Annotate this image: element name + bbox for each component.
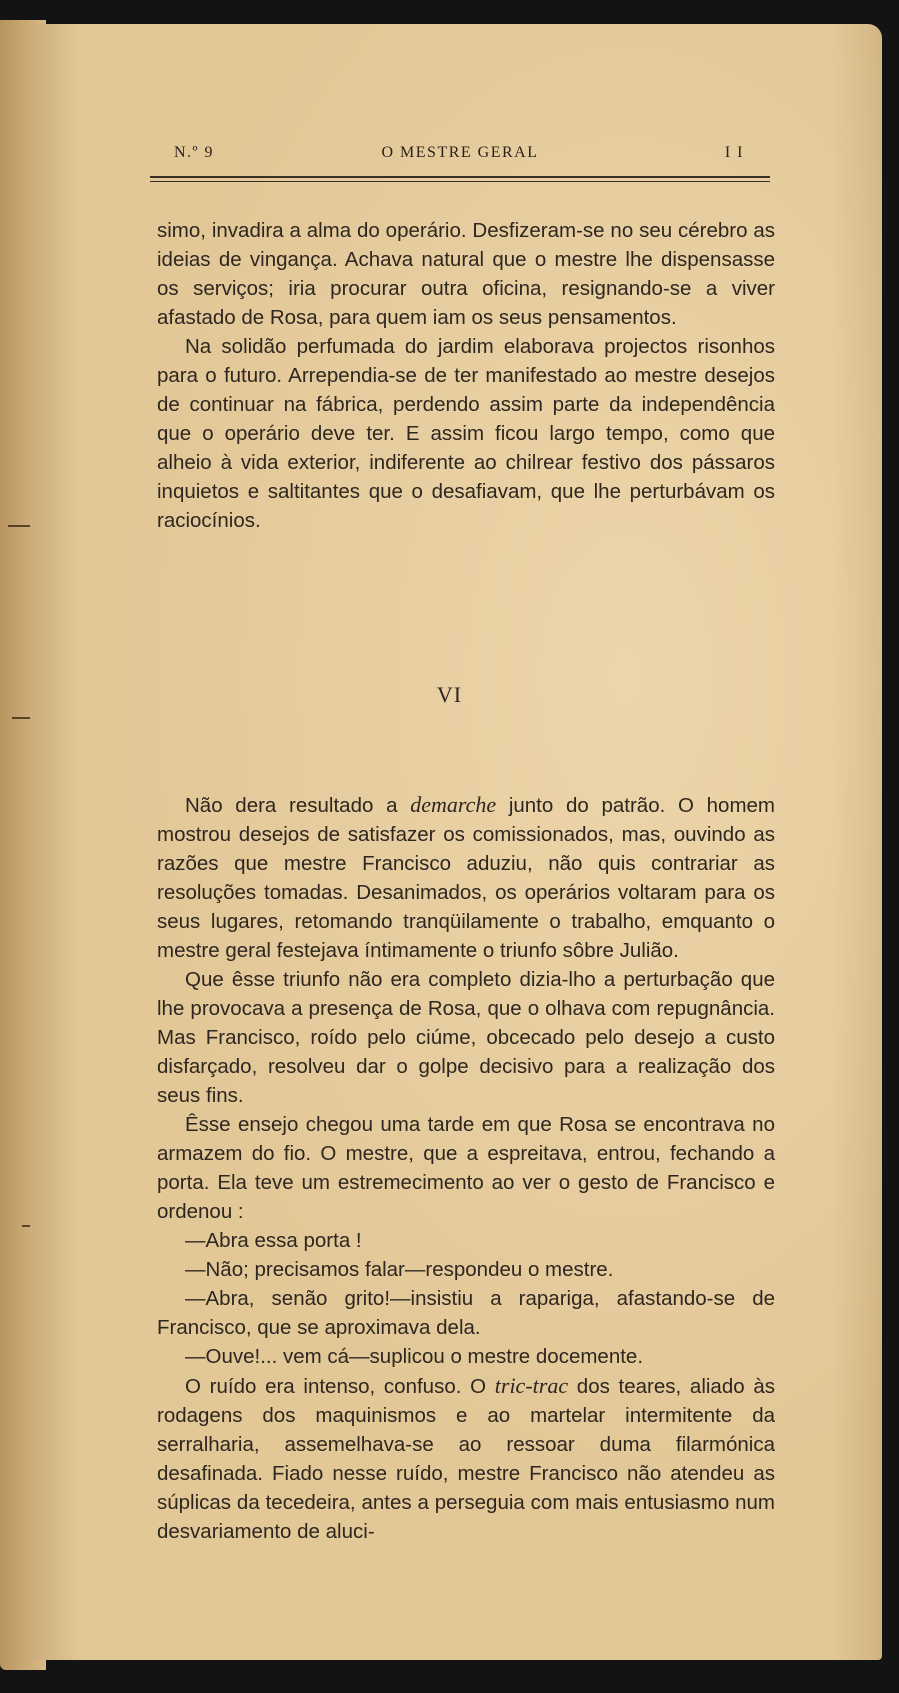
header-rule-second	[150, 181, 770, 182]
text-block-bottom	[157, 790, 775, 1546]
header-rule	[150, 176, 770, 178]
issue-number: N.º 9	[174, 144, 215, 161]
paragraph	[157, 790, 775, 965]
paragraph-text: Não dera resultado a	[185, 794, 411, 817]
dialogue-line: —Abra essa porta !	[185, 1229, 362, 1252]
paragraph: simo, invadira a alma do operário. Desfizeram-se no seu cérebro as ideias de vingança. Achava natural que o mestre lhe dispensasse os serviços; iria procurar outra oficina, resignando-se a viver afastado de Rosa, para quem iam os seus pensamentos.	[157, 219, 775, 329]
dialogue-line: —Não; precisamos falar—respondeu o mestre.	[185, 1258, 614, 1281]
paragraph: Êsse ensejo chegou uma tarde em que Rosa se encontrava no armazem do fio. O mestre, que a espreitava, entrou, fechando a porta. Ela teve um estremecimento ao ver o gesto de Francisco e ordenou :	[157, 1113, 775, 1223]
paragraph	[157, 1371, 775, 1546]
dialogue-line: —Abra, senão grito!—insistiu a rapariga, afastando-se de Francisco, que se aproximava dela.	[157, 1287, 775, 1339]
page-number: I I	[724, 144, 744, 161]
header-title: O MESTRE GERAL	[381, 144, 539, 161]
paragraph-text: dos teares, aliado às rodagens dos maquinismos e ao martelar intermitente da serralharia, assemelhava-se ao ressoar duma filarmónica desafinada. Fiado nesse ruído, mestre Francisco não atendeu as súplicas da tecedeira, antes a perseguia com mais entusiasmo num desvariamento de aluci-	[157, 1375, 775, 1543]
italic-term: demarche	[410, 792, 497, 817]
running-header	[150, 144, 770, 168]
chapter-heading: VI	[436, 682, 463, 707]
paragraph-text: junto do patrão. O homem mostrou desejos de satisfazer os comissionados, mas, ouvindo as razões que mestre Francisco aduziu, não quis contrariar as resoluções tomadas. Desanimados, os operários voltaram para os seus lugares, retomando tranqüilamente o trabalho, emquanto o mestre geral festejava íntimamente o triunfo sôbre Julião.	[157, 794, 776, 962]
dialogue-line: —Ouve!... vem cá—suplicou o mestre docemente.	[185, 1345, 644, 1368]
paragraph: Que êsse triunfo não era completo dizia-lho a perturbação que lhe provocava a presença de Rosa, que o olhava com repugnância. Mas Francisco, roído pelo ciúme, obcecado pelo desejo a custo disfarçado, resolveu dar o golpe decisivo para a realização dos seus fins.	[157, 968, 775, 1107]
paragraph: Na solidão perfumada do jardim elaborava projectos risonhos para o futuro. Arrependia-se de ter manifestado ao mestre desejos de continuar na fábrica, perdendo assim parte da independência que o operário deve ter. E assim ficou largo tempo, como que alheio à vida exterior, indiferente ao chilrear festivo dos pássaros inquietos e saltitantes que o desafiavam, que lhe perturbávam os raciocínios.	[157, 335, 775, 532]
italic-term: tric-trac	[494, 1373, 569, 1398]
text-block-top	[157, 216, 775, 535]
paragraph-text: O ruído era intenso, confuso. O	[185, 1375, 495, 1398]
